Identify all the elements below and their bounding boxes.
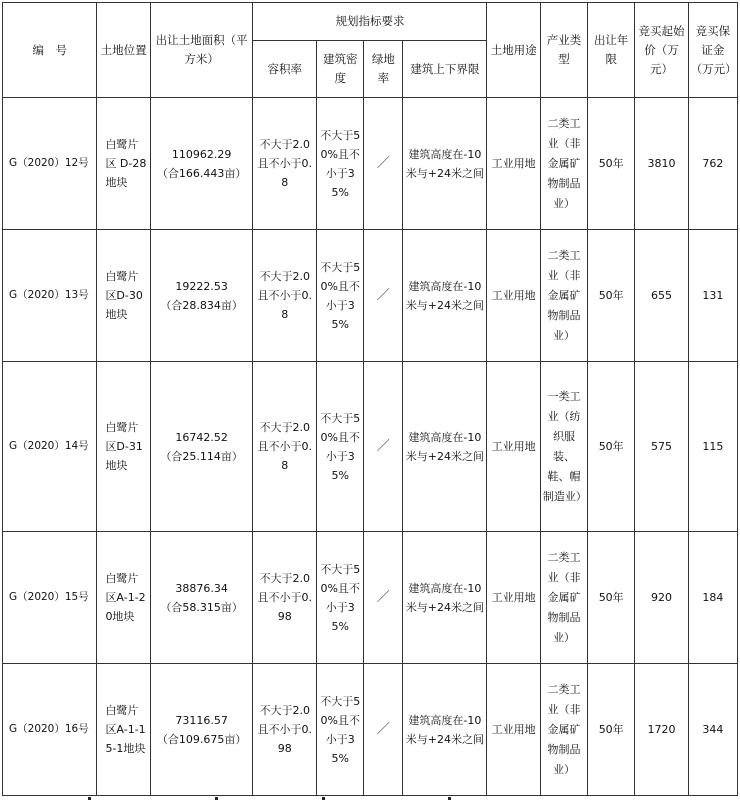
header-height: 建筑上下界限 bbox=[403, 41, 487, 98]
header-green: 绿地率 bbox=[364, 41, 403, 98]
table-row bbox=[3, 98, 738, 230]
cell-area-value: 16742.52 bbox=[175, 430, 228, 444]
header-usage: 土地用途 bbox=[487, 3, 540, 98]
cell-term: 50年 bbox=[588, 230, 635, 362]
cell-location: 白鹭片区A-1-15-1地块 bbox=[97, 664, 150, 796]
cell-location: 白鹭片区A-1-20地块 bbox=[97, 532, 150, 664]
cell-height: 建筑高度在-10米与+24米之间 bbox=[403, 230, 487, 362]
cell-term: 50年 bbox=[588, 98, 635, 230]
cell-area-mu: （合25.114亩） bbox=[160, 449, 243, 463]
cell-id: G（2020）13号 bbox=[3, 230, 97, 362]
table-row bbox=[3, 532, 738, 664]
cell-area bbox=[150, 98, 253, 230]
cell-green: ／ bbox=[364, 230, 403, 362]
cell-area-value: 73116.57 bbox=[175, 713, 228, 727]
header-start-price: 竞买起始价（万元） bbox=[635, 3, 688, 98]
cell-density: 不大于50%且不小于35% bbox=[317, 230, 364, 362]
cell-green: ／ bbox=[364, 362, 403, 532]
header-term: 出让年限 bbox=[588, 3, 635, 98]
cell-area-value: 38876.34 bbox=[175, 581, 228, 595]
cell-green: ／ bbox=[364, 664, 403, 796]
header-area: 出让土地面积（平方米） bbox=[150, 3, 253, 98]
cell-deposit: 115 bbox=[688, 362, 737, 532]
cell-start-price: 655 bbox=[635, 230, 688, 362]
cell-density: 不大于50%且不小于35% bbox=[317, 362, 364, 532]
cell-height: 建筑高度在-10米与+24米之间 bbox=[403, 532, 487, 664]
cell-term: 50年 bbox=[588, 362, 635, 532]
header-location: 土地位置 bbox=[97, 3, 150, 98]
cell-area-mu: （合28.834亩） bbox=[160, 298, 243, 312]
cell-usage: 工业用地 bbox=[487, 230, 540, 362]
cell-area-mu: （合109.675亩） bbox=[156, 732, 247, 746]
cell-density: 不大于50%且不小于35% bbox=[317, 664, 364, 796]
cell-industry: 一类工业（纺织服装、鞋、帽制造业） bbox=[540, 362, 587, 532]
cell-deposit: 184 bbox=[688, 532, 737, 664]
cell-green: ／ bbox=[364, 98, 403, 230]
cell-usage: 工业用地 bbox=[487, 664, 540, 796]
cell-industry: 二类工业（非金属矿物制品业） bbox=[540, 230, 587, 362]
cell-density: 不大于50%且不小于35% bbox=[317, 532, 364, 664]
cell-height: 建筑高度在-10米与+24米之间 bbox=[403, 362, 487, 532]
cell-area bbox=[150, 230, 253, 362]
cell-area bbox=[150, 664, 253, 796]
cell-id: G（2020）14号 bbox=[3, 362, 97, 532]
cell-start-price: 575 bbox=[635, 362, 688, 532]
header-far: 容积率 bbox=[253, 41, 317, 98]
cell-id: G（2020）15号 bbox=[3, 532, 97, 664]
header-deposit: 竞买保证金（万元） bbox=[688, 3, 737, 98]
cell-deposit: 344 bbox=[688, 664, 737, 796]
table-row bbox=[3, 230, 738, 362]
cell-start-price: 3810 bbox=[635, 98, 688, 230]
cell-area-value: 19222.53 bbox=[175, 279, 228, 293]
cell-id: G（2020）16号 bbox=[3, 664, 97, 796]
cell-usage: 工业用地 bbox=[487, 98, 540, 230]
header-industry: 产业类型 bbox=[540, 3, 587, 98]
cell-term: 50年 bbox=[588, 532, 635, 664]
land-auction-table bbox=[2, 2, 738, 796]
cell-far: 不大于2.0且不小于0.98 bbox=[253, 532, 317, 664]
cell-area bbox=[150, 532, 253, 664]
cell-industry: 二类工业（非金属矿物制品业） bbox=[540, 664, 587, 796]
header-row-top bbox=[3, 3, 738, 41]
table-row bbox=[3, 664, 738, 796]
header-planning-group: 规划指标要求 bbox=[253, 3, 487, 41]
cell-deposit: 762 bbox=[688, 98, 737, 230]
cell-usage: 工业用地 bbox=[487, 532, 540, 664]
cell-height: 建筑高度在-10米与+24米之间 bbox=[403, 98, 487, 230]
header-id: 编 号 bbox=[3, 3, 97, 98]
cell-area-mu: （合166.443亩） bbox=[156, 166, 247, 180]
cell-far: 不大于2.0且不小于0.8 bbox=[253, 98, 317, 230]
cell-industry: 二类工业（非金属矿物制品业） bbox=[540, 98, 587, 230]
cell-usage: 工业用地 bbox=[487, 362, 540, 532]
cell-far: 不大于2.0且不小于0.8 bbox=[253, 230, 317, 362]
cell-industry: 二类工业（非金属矿物制品业） bbox=[540, 532, 587, 664]
cell-area-value: 110962.29 bbox=[171, 147, 232, 161]
cell-location: 白鹭片区 D-28地块 bbox=[97, 98, 150, 230]
cell-green: ／ bbox=[364, 532, 403, 664]
cell-term: 50年 bbox=[588, 664, 635, 796]
cell-deposit: 131 bbox=[688, 230, 737, 362]
cell-location: 白鹭片区D-31地块 bbox=[97, 362, 150, 532]
cell-far: 不大于2.0且不小于0.98 bbox=[253, 664, 317, 796]
cell-height: 建筑高度在-10米与+24米之间 bbox=[403, 664, 487, 796]
cell-area bbox=[150, 362, 253, 532]
cell-far: 不大于2.0且不小于0.8 bbox=[253, 362, 317, 532]
cell-density: 不大于50%且不小于35% bbox=[317, 98, 364, 230]
cell-area-mu: （合58.315亩） bbox=[160, 600, 243, 614]
cell-start-price: 1720 bbox=[635, 664, 688, 796]
cell-start-price: 920 bbox=[635, 532, 688, 664]
header-density: 建筑密度 bbox=[317, 41, 364, 98]
cell-location: 白鹭片区D-30地块 bbox=[97, 230, 150, 362]
cell-id: G（2020）12号 bbox=[3, 98, 97, 230]
table-row bbox=[3, 362, 738, 532]
